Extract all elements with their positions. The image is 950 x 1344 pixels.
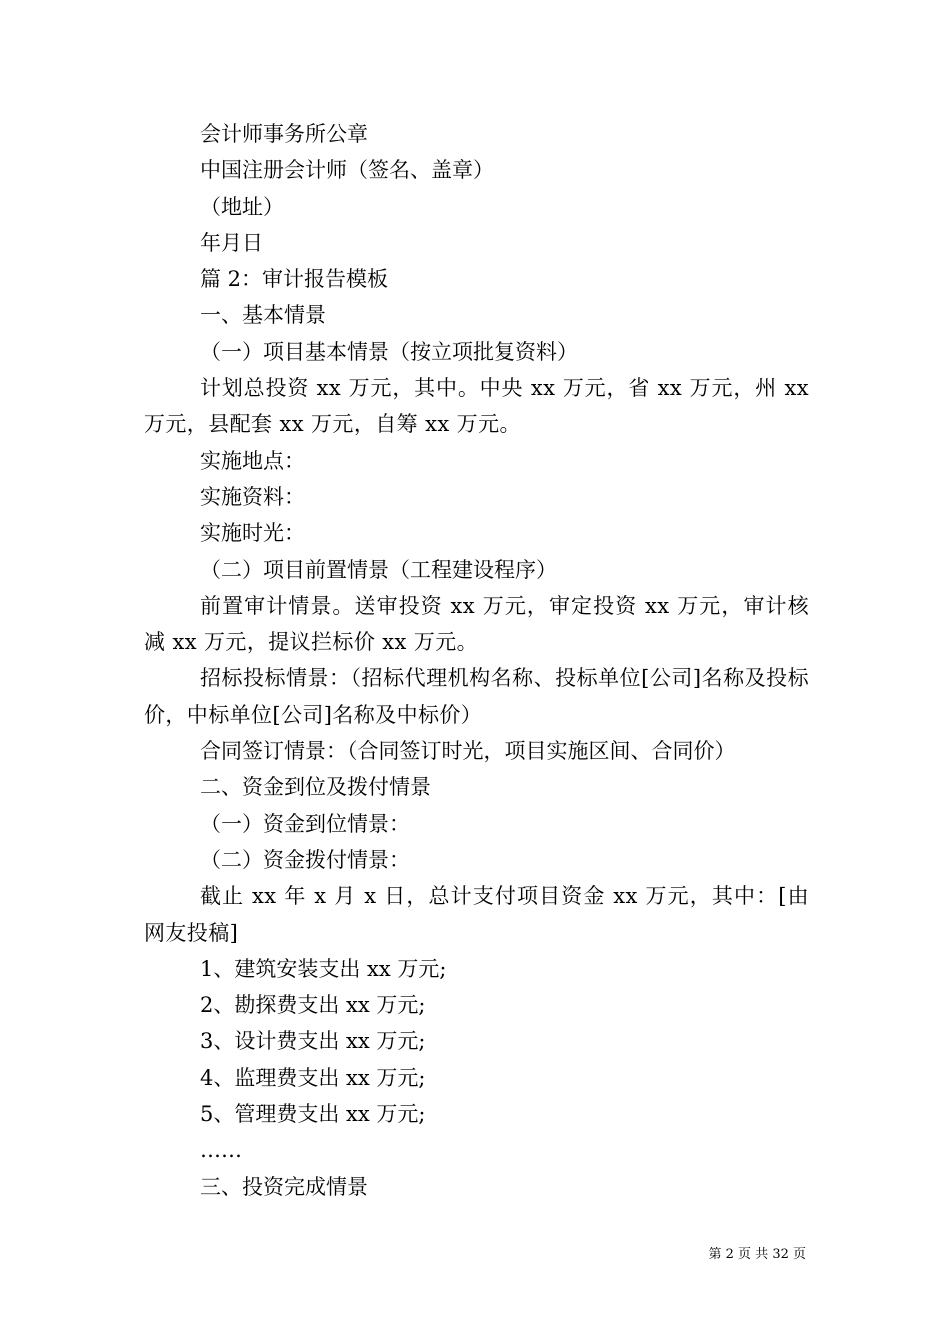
list-item: 2、勘探费支出 xx 万元;	[200, 993, 426, 1018]
text-line: 实施时光：	[200, 521, 305, 546]
section-heading: 二、资金到位及拨付情景	[200, 775, 431, 800]
text-line: （地址）	[200, 194, 284, 219]
paragraph: 招标投标情景：（招标代理机构名称、投标单位[公司]名称及投标价，中标单位[公司]名称及中标价）	[144, 666, 809, 727]
text-line: 中国注册会计师（签名、盖章）	[200, 158, 494, 183]
paragraph: 前置审计情景。送审投资 xx 万元，审定投资 xx 万元，审计核减 xx 万元，提议拦标价 xx 万元。	[144, 593, 809, 655]
ellipsis: ……	[200, 1138, 242, 1163]
section-heading: 三、投资完成情景	[200, 1174, 368, 1199]
text-line: 合同签订情景：（合同签订时光，项目实施区间、合同价）	[200, 739, 736, 764]
paragraph: 截止 xx 年 x 月 x 日，总计支付项目资金 xx 万元，其中：[由网友投稿]	[144, 884, 809, 945]
list-item: 5、管理费支出 xx 万元;	[200, 1102, 426, 1127]
list-item: 1、建筑安装支出 xx 万元;	[200, 956, 447, 981]
text-line: 年月日	[200, 230, 263, 255]
section-heading: 一、基本情景	[200, 303, 326, 328]
text-line: 实施资料：	[200, 484, 305, 509]
subsection-heading: （一）项目基本情景（按立项批复资料）	[200, 339, 578, 364]
page-number: 第 2 页 共 32 页	[708, 1247, 806, 1262]
subsection-heading: （二）项目前置情景（工程建设程序）	[200, 557, 557, 582]
document-body	[144, 116, 809, 1205]
list-item: 4、监理费支出 xx 万元;	[200, 1065, 426, 1090]
list-item: 3、设计费支出 xx 万元;	[200, 1029, 426, 1054]
text-line: 实施地点：	[200, 448, 305, 473]
paragraph: 计划总投资 xx 万元，其中。中央 xx 万元，省 xx 万元，州 xx 万元，县配套 xx 万元，自筹 xx 万元。	[144, 376, 809, 437]
section-heading: 篇 2：审计报告模板	[200, 267, 389, 292]
text-line: 会计师事务所公章	[200, 122, 368, 146]
subsection-heading: （一）资金到位情景：	[200, 811, 410, 836]
subsection-heading: （二）资金拨付情景：	[200, 847, 410, 872]
